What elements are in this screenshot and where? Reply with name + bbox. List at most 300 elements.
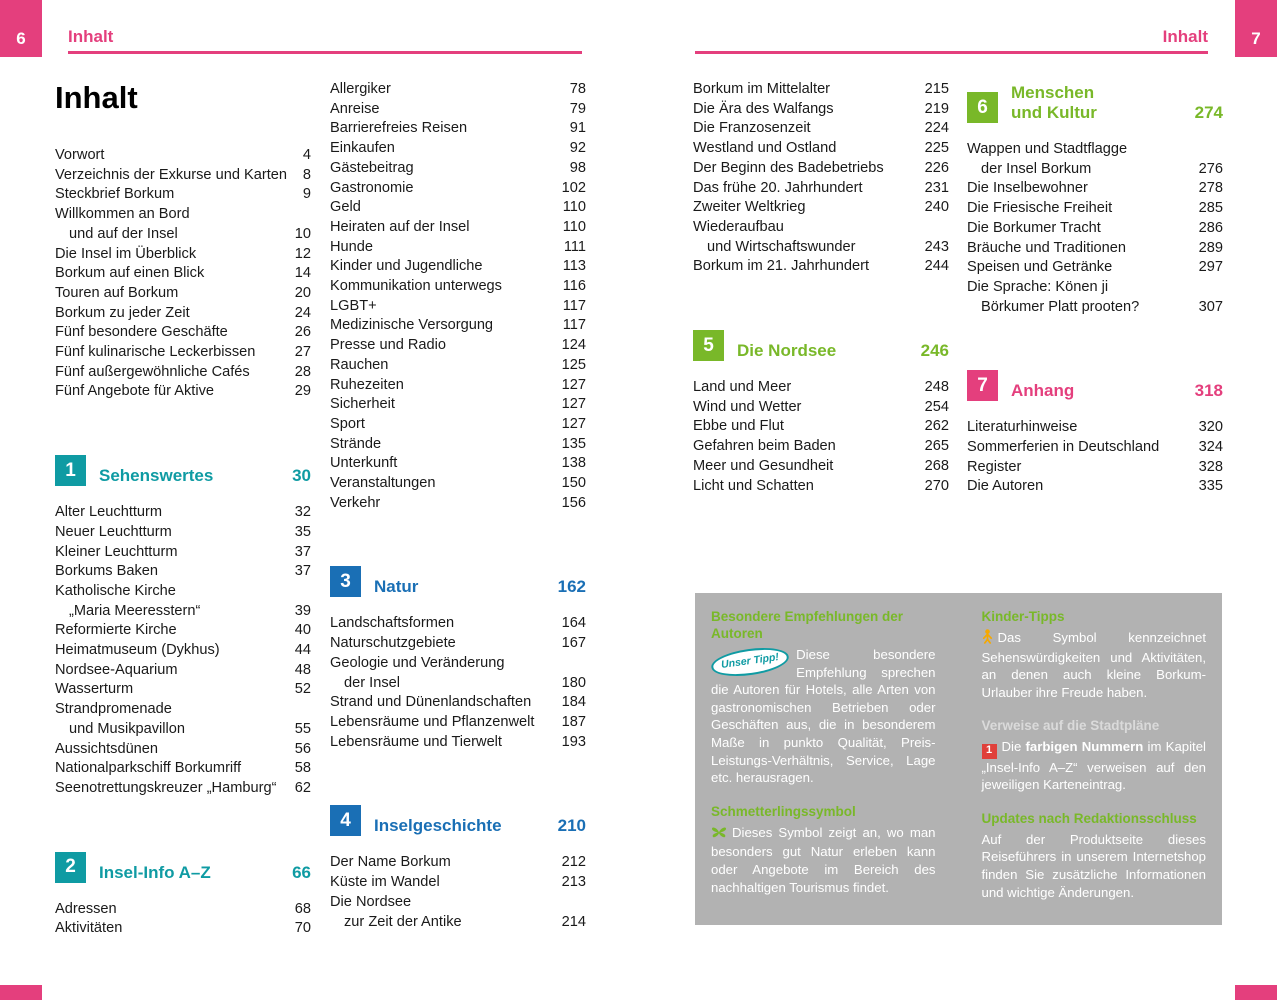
toc-entry bbox=[330, 139, 586, 159]
toc-entry-label: Westland und Ostland bbox=[693, 140, 837, 157]
toc-entry bbox=[330, 395, 586, 415]
toc-entry-label: Meer und Gesundheit bbox=[693, 457, 834, 474]
toc-entry bbox=[55, 205, 311, 244]
toc-entry bbox=[330, 494, 586, 514]
toc-entry-page: 276 bbox=[1198, 160, 1223, 177]
toc-entry bbox=[330, 853, 586, 873]
toc-entry bbox=[693, 80, 949, 100]
legend-text: Auf der Produktseite dieses Reiseführers in unserem Internetshop finden Sie zusätzliche Informationen und wichtige Änderungen. bbox=[981, 831, 1206, 900]
toc-entry-label: Vorwort bbox=[55, 147, 105, 163]
toc-entry-page: 68 bbox=[294, 900, 311, 917]
toc-entry-label: Borkum im Mittelalter bbox=[693, 81, 831, 97]
toc-entry-page: 91 bbox=[569, 120, 586, 137]
running-header-left: Inhalt bbox=[68, 27, 114, 46]
toc-entry bbox=[330, 873, 586, 893]
toc-entry bbox=[330, 454, 586, 474]
legend-heading: Verweise auf die Stadtpläne bbox=[981, 718, 1160, 734]
toc-entry bbox=[330, 257, 586, 277]
toc-entry-label: Seenotrettungskreuzer „Hamburg“ bbox=[55, 779, 277, 796]
toc-entry-label: Wind und Wetter bbox=[693, 398, 802, 415]
toc-entry-continuation bbox=[330, 674, 586, 694]
toc-entry-label: Kommunikation unterwegs bbox=[330, 278, 502, 295]
legend-heading: Schmetterlingssymbol bbox=[711, 803, 856, 819]
toc-entry-continuation bbox=[55, 720, 311, 740]
child-icon bbox=[982, 629, 993, 649]
toc-column-3 bbox=[693, 80, 949, 496]
toc-entry bbox=[693, 119, 949, 139]
toc-column-2 bbox=[330, 80, 586, 932]
toc-entry bbox=[330, 297, 586, 317]
toc-entry-page: 285 bbox=[1198, 200, 1223, 217]
section-number-badge: 1 bbox=[55, 455, 86, 486]
toc-entry bbox=[330, 316, 586, 336]
toc-entry-label: Küste im Wandel bbox=[330, 874, 440, 891]
toc-entry-label: Fünf kulinarische Leckerbissen bbox=[55, 344, 256, 361]
toc-entry-label-line2: und Wirtschaftswunder bbox=[707, 238, 856, 255]
toc-entry bbox=[55, 900, 311, 920]
toc-entry bbox=[967, 418, 1223, 438]
toc-entry-page: 156 bbox=[561, 494, 586, 511]
toc-entry-continuation bbox=[55, 602, 311, 622]
toc-entry-label: Zweiter Weltkrieg bbox=[693, 199, 806, 216]
toc-entry bbox=[693, 398, 949, 418]
toc-entry-page: 243 bbox=[924, 238, 949, 255]
toc-entry-page: 138 bbox=[561, 455, 586, 472]
map-number-icon: 1 bbox=[982, 744, 997, 759]
toc-entry bbox=[330, 159, 586, 179]
toc-entry-label: LGBT+ bbox=[330, 297, 377, 314]
toc-entry-page: 150 bbox=[561, 475, 586, 492]
toc-entry-page: 262 bbox=[924, 418, 949, 435]
toc-entry bbox=[55, 641, 311, 661]
toc-entry bbox=[55, 523, 311, 543]
section-header-7 bbox=[967, 370, 1223, 401]
toc-entry-label-line2: zur Zeit der Antike bbox=[344, 913, 462, 930]
running-header-right: Inhalt bbox=[1162, 27, 1208, 46]
toc-entry-label-line2: der Insel Borkum bbox=[981, 160, 1092, 177]
toc-entry-label: Touren auf Borkum bbox=[55, 284, 179, 301]
toc-entry-label: Heiraten auf der Insel bbox=[330, 218, 470, 235]
toc-entry-page: 135 bbox=[561, 435, 586, 452]
toc-entry bbox=[967, 199, 1223, 219]
legend-box-left-column bbox=[711, 608, 936, 910]
header-rule-right bbox=[695, 51, 1208, 54]
toc-entry bbox=[330, 179, 586, 199]
legend-text: Dieses Symbol zeigt an, wo man besonders gut Natur erleben kann oder Angebote im Bereich des nachhaltigen Tourismus findet. bbox=[711, 824, 936, 895]
toc-entry-page: 58 bbox=[294, 760, 311, 777]
legend-heading: Updates nach Redaktionsschluss bbox=[981, 810, 1197, 826]
toc-entry-label: Barrierefreies Reisen bbox=[330, 120, 468, 137]
toc-entry-page: 10 bbox=[294, 225, 311, 242]
toc-entry-continuation bbox=[967, 298, 1223, 318]
toc-entry-label: Land und Meer bbox=[693, 379, 792, 396]
toc-entry-label: Die Friesische Freiheit bbox=[967, 200, 1113, 217]
toc-entry-page: 78 bbox=[569, 81, 586, 97]
toc-entry-continuation bbox=[693, 238, 949, 258]
toc-entry bbox=[55, 919, 311, 939]
toc-entry-page: 320 bbox=[1198, 419, 1223, 436]
section-title: Inselgeschichte bbox=[374, 816, 502, 836]
toc-entry-label: Ebbe und Flut bbox=[693, 418, 784, 435]
toc-entry bbox=[967, 239, 1223, 259]
toc-entry-label: Die Sprache: Könen ji bbox=[967, 278, 1109, 295]
toc-entry-label: Ruhezeiten bbox=[330, 376, 404, 393]
section-number-badge: 2 bbox=[55, 852, 86, 883]
toc-entry-continuation bbox=[967, 160, 1223, 180]
toc-entry-page: 40 bbox=[294, 622, 311, 639]
toc-entry-page: 24 bbox=[294, 304, 311, 321]
toc-entry bbox=[55, 503, 311, 523]
section-title: Insel-Info A–Z bbox=[99, 862, 211, 882]
section-number-badge: 3 bbox=[330, 566, 361, 597]
toc-entry-label: Lebensräume und Pflanzenwelt bbox=[330, 713, 535, 730]
toc-entry-label: Medizinische Versorgung bbox=[330, 317, 494, 334]
toc-entry-label: Geld bbox=[330, 199, 361, 216]
toc-entry bbox=[55, 661, 311, 681]
toc-entry bbox=[693, 159, 949, 179]
toc-entry bbox=[55, 166, 311, 186]
toc-column-1 bbox=[55, 80, 311, 939]
toc-entry-page: 9 bbox=[302, 186, 311, 203]
unser-tipp-badge: Unser Tipp! bbox=[710, 644, 791, 680]
toc-entry-label: Strandpromenade bbox=[55, 701, 172, 718]
toc-entry-page: 268 bbox=[924, 457, 949, 474]
toc-entry-page: 127 bbox=[561, 396, 586, 413]
toc-entry-label: Einkaufen bbox=[330, 140, 395, 157]
toc-entry bbox=[693, 378, 949, 398]
toc-entry-page: 35 bbox=[294, 523, 311, 540]
toc-entry bbox=[693, 179, 949, 199]
toc-entry-page: 92 bbox=[569, 140, 586, 157]
toc-entry-label: Lebensräume und Tierwelt bbox=[330, 733, 502, 750]
section-header-2 bbox=[55, 852, 311, 883]
toc-entry-label: Sport bbox=[330, 415, 365, 432]
toc-entry-page: 113 bbox=[562, 258, 586, 275]
toc-entry bbox=[330, 634, 586, 654]
toc-entry-page: 328 bbox=[1198, 458, 1223, 475]
toc-entry-label: Kleiner Leuchtturm bbox=[55, 543, 178, 560]
section-page-number: 246 bbox=[920, 341, 949, 361]
toc-entry bbox=[330, 713, 586, 733]
section-header-1 bbox=[55, 455, 311, 486]
toc-entry bbox=[55, 264, 311, 284]
toc-entry-label: Presse und Radio bbox=[330, 337, 447, 354]
toc-entry-page: 297 bbox=[1198, 259, 1223, 276]
toc-entry-label: Reformierte Kirche bbox=[55, 622, 177, 639]
toc-entry-page: 254 bbox=[924, 398, 949, 415]
toc-entry bbox=[330, 336, 586, 356]
section-number-badge: 4 bbox=[330, 805, 361, 836]
toc-entry-label: Die Franzosenzeit bbox=[693, 120, 811, 137]
toc-entry-page: 27 bbox=[294, 344, 311, 361]
toc-entry-label: Sicherheit bbox=[330, 396, 395, 413]
toc-entry-page: 167 bbox=[561, 635, 586, 652]
toc-entry-page: 240 bbox=[924, 199, 949, 216]
section-page-number: 66 bbox=[292, 862, 311, 882]
toc-entry-page: 12 bbox=[294, 245, 311, 262]
toc-entry-page: 225 bbox=[924, 140, 949, 157]
toc-entry-page: 14 bbox=[294, 265, 311, 282]
toc-entry-label-line2: der Insel bbox=[344, 674, 400, 691]
section-page-number: 318 bbox=[1194, 381, 1223, 401]
toc-entry-page: 116 bbox=[562, 278, 586, 295]
footer-mark-left bbox=[0, 985, 42, 1000]
toc-entry bbox=[330, 376, 586, 396]
toc-entry-label: Die Insel im Überblick bbox=[55, 245, 197, 262]
header-rule-left bbox=[68, 51, 582, 54]
toc-entry-page: 4 bbox=[302, 147, 311, 163]
toc-entry-page: 29 bbox=[294, 383, 311, 400]
toc-entry-label: Licht und Schatten bbox=[693, 477, 814, 494]
toc-entry-label: Register bbox=[967, 458, 1022, 475]
toc-entry bbox=[967, 179, 1223, 199]
toc-entry-page: 219 bbox=[924, 100, 949, 117]
toc-entry-page: 52 bbox=[294, 681, 311, 698]
toc-entry bbox=[330, 893, 586, 932]
toc-entry bbox=[330, 277, 586, 297]
toc-entry bbox=[330, 474, 586, 494]
toc-entry-page: 286 bbox=[1198, 219, 1223, 236]
toc-entry bbox=[330, 614, 586, 634]
legend-box bbox=[695, 593, 1222, 925]
toc-entry bbox=[55, 304, 311, 324]
toc-entry-label: Verkehr bbox=[330, 494, 381, 511]
section-page-number: 274 bbox=[1194, 103, 1223, 122]
toc-entry-label: Neuer Leuchtturm bbox=[55, 523, 172, 540]
toc-entry-label: Adressen bbox=[55, 900, 117, 917]
toc-entry-label: Hunde bbox=[330, 238, 374, 255]
section-number-badge: 7 bbox=[967, 370, 998, 401]
toc-entry-label: Gästebeitrag bbox=[330, 159, 414, 176]
footer-mark-right bbox=[1235, 985, 1277, 1000]
section-title: Die Nordsee bbox=[737, 341, 837, 361]
toc-entry bbox=[330, 435, 586, 455]
toc-entry bbox=[55, 680, 311, 700]
toc-entry bbox=[693, 218, 949, 257]
toc-entry-page: 289 bbox=[1198, 239, 1223, 256]
section-header-3 bbox=[330, 566, 586, 597]
toc-entry bbox=[693, 198, 949, 218]
toc-entry-label: Willkommen an Bord bbox=[55, 206, 190, 223]
toc-entry-page: 180 bbox=[561, 674, 586, 691]
toc-entry-label: Speisen und Getränke bbox=[967, 259, 1113, 276]
toc-entry bbox=[55, 363, 311, 383]
toc-entry bbox=[55, 621, 311, 641]
toc-entry-continuation bbox=[330, 913, 586, 933]
toc-entry-label: Fünf besondere Geschäfte bbox=[55, 324, 228, 341]
toc-entry-page: 244 bbox=[924, 258, 949, 275]
toc-entry-page: 125 bbox=[561, 356, 586, 373]
toc-entry bbox=[967, 140, 1223, 179]
toc-entry bbox=[330, 415, 586, 435]
toc-entry bbox=[693, 437, 949, 457]
page-title: Inhalt bbox=[55, 80, 138, 115]
toc-entry-label: Aussichtsdünen bbox=[55, 740, 159, 757]
toc-entry bbox=[55, 382, 311, 402]
toc-entry bbox=[330, 238, 586, 258]
toc-entry-page: 335 bbox=[1198, 478, 1223, 495]
toc-entry-label: Der Beginn des Badebetriebs bbox=[693, 159, 884, 176]
toc-entry bbox=[330, 198, 586, 218]
toc-entry-page: 214 bbox=[561, 913, 586, 930]
toc-entry-page: 37 bbox=[294, 563, 311, 580]
toc-entry-label: Wiederaufbau bbox=[693, 218, 784, 235]
toc-entry-label: Wasserturm bbox=[55, 681, 134, 698]
toc-entry bbox=[330, 119, 586, 139]
toc-entry bbox=[55, 543, 311, 563]
toc-entry-label: Aktivitäten bbox=[55, 920, 123, 937]
toc-entry-page: 37 bbox=[294, 543, 311, 560]
toc-entry-page: 44 bbox=[294, 642, 311, 659]
toc-entry-label: Heimatmuseum (Dykhus) bbox=[55, 642, 220, 659]
toc-entry-page: 79 bbox=[569, 100, 586, 117]
toc-entry-label: Gefahren beim Baden bbox=[693, 438, 836, 455]
toc-entry-page: 98 bbox=[569, 159, 586, 176]
section-title: Sehenswertes bbox=[99, 466, 214, 486]
toc-entry-label: Fünf außergewöhnliche Cafés bbox=[55, 363, 250, 380]
toc-entry-page: 164 bbox=[561, 615, 586, 632]
toc-entry-page: 187 bbox=[561, 713, 586, 730]
toc-entry-page: 26 bbox=[294, 324, 311, 341]
toc-entry-page: 184 bbox=[561, 694, 586, 711]
toc-entry-page: 278 bbox=[1198, 180, 1223, 197]
toc-entry-page: 265 bbox=[924, 438, 949, 455]
toc-entry-label: Rauchen bbox=[330, 356, 389, 373]
toc-entry-label: Gastronomie bbox=[330, 179, 414, 196]
toc-column-4 bbox=[967, 80, 1223, 497]
legend-text: 1 Die farbigen Nummern im Kapitel „Insel-Info A–Z“ verweisen auf den jeweiligen Karteneintrag. bbox=[981, 739, 1206, 793]
toc-entry bbox=[693, 417, 949, 437]
toc-entry-page: 111 bbox=[563, 238, 586, 255]
toc-entry bbox=[55, 759, 311, 779]
toc-entry bbox=[55, 343, 311, 363]
toc-entry bbox=[330, 693, 586, 713]
legend-box-right-column bbox=[982, 608, 1207, 910]
toc-entry-page: 231 bbox=[924, 179, 949, 196]
toc-entry bbox=[693, 457, 949, 477]
section-page-number: 210 bbox=[557, 816, 586, 836]
section-header-4 bbox=[330, 805, 586, 836]
toc-entry-label: Landschaftsformen bbox=[330, 615, 455, 632]
toc-entry bbox=[967, 477, 1223, 497]
toc-entry-page: 117 bbox=[562, 317, 586, 334]
section-title: Anhang bbox=[1011, 381, 1075, 401]
section-page-number: 30 bbox=[292, 466, 311, 486]
toc-entry-page: 124 bbox=[561, 337, 586, 354]
toc-entry-label: Bräuche und Traditionen bbox=[967, 239, 1127, 256]
toc-entry-page: 212 bbox=[561, 854, 586, 871]
toc-entry-label: Die Autoren bbox=[967, 478, 1044, 495]
butterfly-icon bbox=[711, 826, 727, 844]
toc-entry-label: Strand und Dünenlandschaften bbox=[330, 694, 532, 711]
toc-entry-page: 110 bbox=[562, 199, 586, 216]
toc-entry bbox=[55, 146, 311, 166]
toc-entry-label: Borkums Baken bbox=[55, 563, 159, 580]
toc-entry-label: Nationalparkschiff Borkumriff bbox=[55, 760, 242, 777]
toc-entry-label: Die Inselbewohner bbox=[967, 180, 1088, 197]
toc-entry bbox=[55, 185, 311, 205]
toc-entry-label: Allergiker bbox=[330, 81, 391, 97]
toc-entry-label: Kinder und Jugendliche bbox=[330, 258, 483, 275]
page-number-left: 6 bbox=[0, 0, 42, 57]
toc-entry bbox=[967, 278, 1223, 317]
toc-entry-page: 213 bbox=[561, 874, 586, 891]
toc-entry-label: Anreise bbox=[330, 100, 380, 117]
toc-entry bbox=[55, 740, 311, 760]
toc-entry-label-line2: und Musikpavillon bbox=[69, 720, 186, 737]
legend-heading: Kinder-Tipps bbox=[981, 609, 1065, 624]
toc-entry-label-line2: „Maria Meeresstern“ bbox=[69, 602, 201, 619]
toc-entry bbox=[693, 139, 949, 159]
section-number-badge: 6 bbox=[967, 92, 998, 123]
toc-entry-page: 48 bbox=[294, 661, 311, 678]
section-header-5 bbox=[693, 330, 949, 361]
toc-entry-label: Der Name Borkum bbox=[330, 854, 451, 871]
toc-entry-label: Borkum auf einen Blick bbox=[55, 265, 205, 282]
toc-entry-page: 307 bbox=[1198, 298, 1223, 315]
toc-entry bbox=[693, 257, 949, 277]
toc-entry-page: 20 bbox=[294, 284, 311, 301]
section-header-6 bbox=[967, 83, 1223, 123]
toc-entry-page: 270 bbox=[924, 477, 949, 494]
toc-entry bbox=[330, 654, 586, 693]
toc-entry bbox=[967, 219, 1223, 239]
toc-entry-label: Strände bbox=[330, 435, 382, 452]
toc-entry-label: Borkum zu jeder Zeit bbox=[55, 304, 190, 321]
toc-entry-page: 39 bbox=[294, 602, 311, 619]
toc-entry-label: Steckbrief Borkum bbox=[55, 186, 175, 203]
toc-entry-page: 224 bbox=[924, 120, 949, 137]
toc-entry-page: 226 bbox=[924, 159, 949, 176]
toc-entry bbox=[55, 582, 311, 621]
toc-entry-label-line2: Börkumer Platt prooten? bbox=[981, 298, 1140, 315]
toc-entry-page: 248 bbox=[924, 379, 949, 396]
toc-entry-label: Die Borkumer Tracht bbox=[967, 219, 1101, 236]
legend-text: Unser Tipp! Diese besondere Empfehlung sprechen die Autoren für Hotels, alle Arten von gastronomischen Betrieben oder Geschäften aus, die in besonderem Maße in punkto Qualität, Preis-Leistungs-Verhältnis, Service, Lage etc. herausragen. bbox=[711, 646, 936, 787]
toc-entry-page: 8 bbox=[302, 166, 311, 183]
toc-entry-label: Literaturhinweise bbox=[967, 419, 1078, 436]
toc-entry-label-line2: und auf der Insel bbox=[69, 225, 178, 242]
toc-entry-page: 117 bbox=[562, 297, 586, 314]
section-number-badge: 5 bbox=[693, 330, 724, 361]
toc-entry-label: Die Ära des Walfangs bbox=[693, 100, 834, 117]
toc-entry-label: Fünf Angebote für Aktive bbox=[55, 383, 215, 400]
toc-entry-label: Katholische Kirche bbox=[55, 582, 176, 599]
toc-entry-page: 193 bbox=[561, 733, 586, 750]
toc-entry-label: Unterkunft bbox=[330, 455, 398, 472]
toc-entry bbox=[330, 218, 586, 238]
toc-entry bbox=[55, 245, 311, 265]
toc-entry bbox=[967, 458, 1223, 478]
toc-entry-page: 127 bbox=[561, 415, 586, 432]
toc-entry-page: 28 bbox=[294, 363, 311, 380]
toc-entry-label: Geologie und Veränderung bbox=[330, 654, 505, 671]
toc-entry-label: Veranstaltungen bbox=[330, 475, 436, 492]
toc-entry bbox=[967, 438, 1223, 458]
toc-entry-page: 102 bbox=[561, 179, 586, 196]
toc-entry bbox=[55, 779, 311, 799]
toc-entry bbox=[693, 100, 949, 120]
toc-entry-label: Naturschutzgebiete bbox=[330, 635, 456, 652]
toc-entry bbox=[55, 323, 311, 343]
toc-entry-page: 215 bbox=[924, 81, 949, 97]
toc-entry-label: Wappen und Stadtflagge bbox=[967, 141, 1128, 157]
section-title: Menschen und Kultur bbox=[1011, 83, 1097, 122]
toc-entry-page: 62 bbox=[294, 779, 311, 796]
section-page-number: 162 bbox=[557, 577, 586, 597]
legend-text: Das Symbol kennzeichnet Sehenswürdigkeiten und Aktivitäten, an denen auch kleine Borkum-Urlauber ihre Freude haben. bbox=[981, 630, 1206, 700]
toc-entry bbox=[55, 284, 311, 304]
